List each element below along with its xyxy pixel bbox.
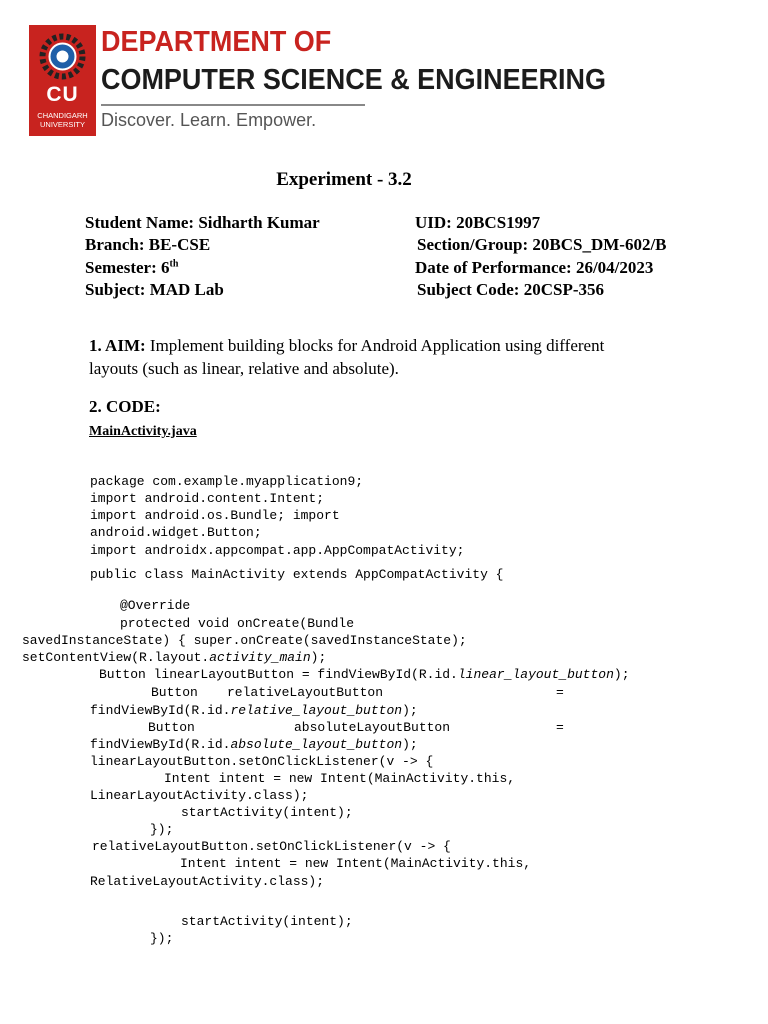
code-line: LinearLayoutActivity.class); (90, 788, 309, 803)
code-line (90, 703, 418, 718)
code-token: relativeLayoutButton (227, 685, 384, 700)
code-line: protected void onCreate(Bundle (120, 616, 355, 631)
semester-superscript: th (169, 258, 179, 270)
code-line: }); (150, 931, 174, 946)
section-group: Section/Group: 20BCS_DM-602/B (417, 235, 667, 254)
code-token: ); (402, 703, 418, 718)
aim-label: 1. AIM: (89, 336, 146, 355)
code-line: Intent intent = new Intent(MainActivity.this, (180, 856, 532, 871)
code-line: startActivity(intent); (181, 805, 353, 820)
code-token: Button (148, 720, 195, 735)
semester-text: Semester: 6 (85, 258, 170, 277)
code-line: android.widget.Button; (90, 525, 262, 540)
code-line (22, 650, 326, 665)
code-token-italic: activity_main (209, 650, 311, 665)
logo-subtext: CHANDIGARH UNIVERSITY (37, 111, 88, 129)
gear-emblem-icon (35, 29, 90, 84)
code-line: Intent intent = new Intent(MainActivity.this, (164, 771, 516, 786)
code-line (99, 667, 630, 682)
code-line: }); (150, 822, 174, 837)
code-token: setContentView(R.layout. (22, 650, 210, 665)
aim-text-2: layouts (such as linear, relative and absolute). (89, 359, 399, 378)
date-of-performance: Date of Performance: 26/04/2023 (415, 258, 654, 277)
student-name: Student Name: Sidharth Kumar (85, 213, 320, 232)
code-line (90, 737, 418, 752)
aim-text-1: Implement building blocks for Android Application using different (145, 336, 605, 355)
tagline: Discover. Learn. Empower. (101, 110, 317, 130)
code-token: findViewById(R.id. (90, 703, 231, 718)
code-token: absoluteLayoutButton (294, 720, 451, 735)
code-line: import androidx.appcompat.app.AppCompatActivity; (90, 543, 465, 558)
code-line: savedInstanceState) { super.onCreate(savedInstanceState); (22, 633, 467, 648)
code-line: RelativeLayoutActivity.class); (90, 874, 325, 889)
code-token-italic: relative_layout_button (230, 703, 403, 718)
code-line: import android.content.Intent; (90, 491, 325, 506)
code-token-italic: linear_layout_button (457, 667, 614, 682)
university-logo (29, 25, 96, 136)
code-token-italic: absolute_layout_button (230, 737, 403, 752)
code-line: relativeLayoutButton.setOnClickListener(v -> { (92, 839, 451, 854)
code-line: package com.example.myapplication9; (90, 474, 364, 489)
code-token: ); (402, 737, 418, 752)
code-token: Button (151, 685, 198, 700)
code-token: Button linearLayoutButton = findViewById(R.id. (99, 667, 458, 682)
file-name: MainActivity.java (89, 424, 197, 439)
code-line: @Override (120, 598, 191, 613)
tagline-divider (101, 104, 365, 106)
aim-line1 (89, 336, 604, 356)
department-title-line2: COMPUTER SCIENCE & ENGINEERING (101, 64, 606, 96)
uid: UID: 20BCS1997 (415, 213, 541, 232)
code-token: = (556, 720, 564, 735)
subject-code: Subject Code: 20CSP-356 (417, 280, 604, 299)
code-line: import android.os.Bundle; import (90, 508, 340, 523)
code-token: = (556, 685, 564, 700)
code-line: linearLayoutButton.setOnClickListener(v -> { (90, 754, 434, 769)
subject: Subject: MAD Lab (85, 280, 224, 299)
code-heading (89, 397, 161, 417)
branch: Branch: BE-CSE (85, 235, 211, 254)
code-token: findViewById(R.id. (90, 737, 231, 752)
logo-text: CU (46, 83, 79, 106)
code-line: public class MainActivity extends AppCompatActivity { (90, 567, 504, 582)
semester (85, 258, 178, 278)
code-token: ); (613, 667, 630, 682)
code-label: 2. CODE: (89, 397, 161, 416)
code-line: startActivity(intent); (181, 914, 353, 929)
experiment-title: Experiment - 3.2 (276, 169, 412, 190)
code-token: ); (310, 650, 327, 665)
department-title-line1: DEPARTMENT OF (101, 26, 332, 58)
